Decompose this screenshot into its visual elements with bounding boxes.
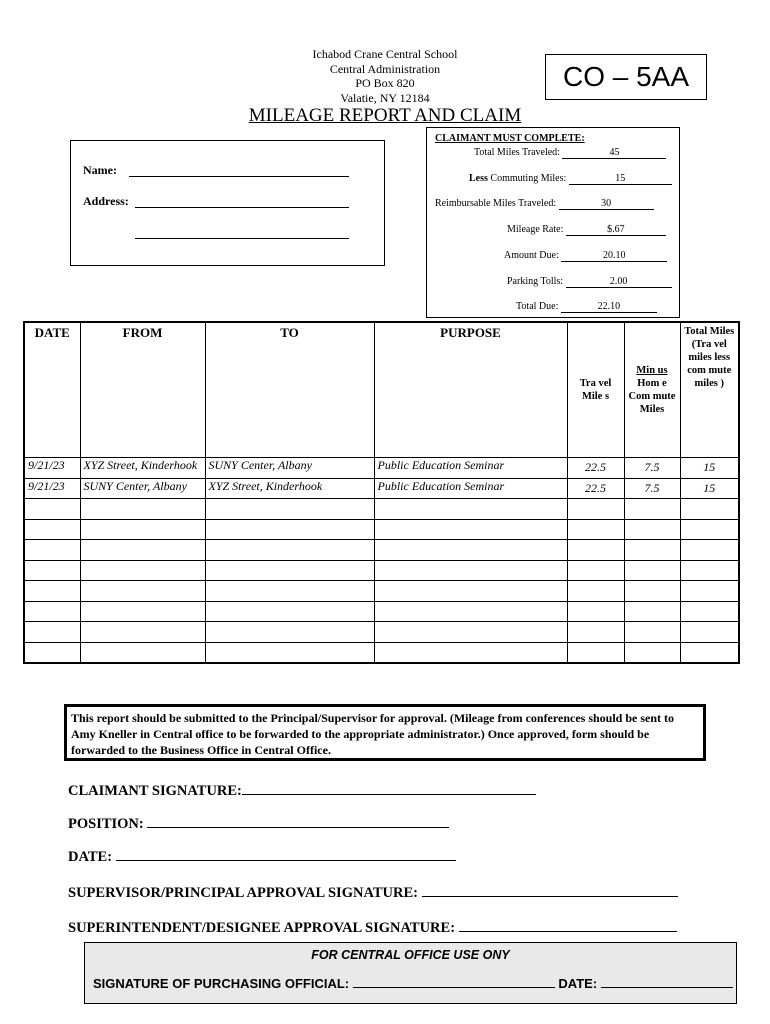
- supervisor-approval-field[interactable]: [422, 882, 678, 897]
- col-header-commute-miles: [624, 322, 680, 458]
- office-use-title: FOR CENTRAL OFFICE USE ONY: [311, 948, 510, 962]
- cell-purpose-empty[interactable]: [374, 519, 567, 540]
- cell-from-empty[interactable]: [80, 622, 205, 643]
- col-header-travel-miles: Tra vel Mile s: [567, 322, 624, 458]
- amount-due-label: Amount Due:: [504, 250, 559, 261]
- cell-to-empty[interactable]: [205, 642, 374, 663]
- cell-commute-empty[interactable]: [624, 540, 680, 561]
- less-label: Less: [469, 173, 488, 184]
- date-label: DATE:: [68, 849, 113, 865]
- cell-purpose[interactable]: Public Education Seminar: [374, 458, 567, 479]
- name-label: Name:: [83, 163, 117, 177]
- table-row: [24, 478, 739, 499]
- cell-travel[interactable]: 22.5: [567, 458, 624, 479]
- purchasing-signature-label: SIGNATURE OF PURCHASING OFFICIAL:: [93, 976, 350, 991]
- col-header-total-miles: Total Miles (Tra vel miles less com mute miles ): [680, 322, 739, 458]
- cell-purpose-empty[interactable]: [374, 499, 567, 520]
- cell-commute-empty[interactable]: [624, 601, 680, 622]
- parking-tolls-value[interactable]: 2.00: [566, 276, 672, 288]
- commuting-miles-value[interactable]: 15: [569, 173, 672, 185]
- total-miles-label: Total Miles Traveled:: [474, 147, 560, 158]
- position-field[interactable]: [147, 813, 449, 828]
- amount-due-row: [504, 250, 667, 262]
- address-field-line-1[interactable]: [135, 207, 349, 208]
- table-row-empty: [24, 540, 739, 561]
- cell-travel-empty[interactable]: [567, 601, 624, 622]
- col-header-from: FROM: [80, 322, 205, 458]
- cell-total-empty[interactable]: [680, 519, 739, 540]
- cell-to[interactable]: SUNY Center, Albany: [205, 458, 374, 479]
- cell-purpose-empty[interactable]: [374, 540, 567, 561]
- central-office-use-box: [84, 942, 737, 1004]
- supervisor-approval-label: SUPERVISOR/PRINCIPAL APPROVAL SIGNATURE:: [68, 885, 418, 901]
- cell-date-empty[interactable]: [24, 642, 80, 663]
- approval-notice: This report should be submitted to the Principal/Supervisor for approval. (Mileage from conferences should be sent to Amy Kneller in Central office to be forwarded to the appropriate administrator.) Once approved, form should be forwarded to the Business Office in Central Office.: [64, 704, 706, 761]
- cell-travel-empty[interactable]: [567, 560, 624, 581]
- cell-date[interactable]: 9/21/23: [24, 458, 80, 479]
- table-row-empty: [24, 499, 739, 520]
- col-header-to: TO: [205, 322, 374, 458]
- cell-date-empty[interactable]: [24, 581, 80, 602]
- cell-purpose-empty[interactable]: [374, 560, 567, 581]
- mileage-log-table: [23, 321, 740, 664]
- cell-commute-empty[interactable]: [624, 622, 680, 643]
- reimbursable-miles-value[interactable]: 30: [559, 198, 654, 210]
- total-miles-value[interactable]: 45: [562, 147, 666, 159]
- cell-date-empty[interactable]: [24, 560, 80, 581]
- cell-total-empty[interactable]: [680, 540, 739, 561]
- total-due-label: Total Due:: [516, 301, 559, 312]
- commuting-miles-label: Commuting Miles:: [490, 173, 567, 184]
- cell-to-empty[interactable]: [205, 499, 374, 520]
- school-address-block: [285, 47, 485, 105]
- date-field[interactable]: [116, 846, 456, 861]
- cell-to-empty[interactable]: [205, 519, 374, 540]
- cell-from[interactable]: XYZ Street, Kinderhook: [80, 458, 205, 479]
- minus-label: Min us: [636, 365, 668, 376]
- table-row-empty: [24, 622, 739, 643]
- cell-commute-empty[interactable]: [624, 499, 680, 520]
- col-header-purpose: PURPOSE: [374, 322, 567, 458]
- cell-from-empty[interactable]: [80, 540, 205, 561]
- position-row: [68, 813, 449, 833]
- claimant-signature-field[interactable]: [242, 780, 536, 795]
- cell-travel[interactable]: 22.5: [567, 478, 624, 499]
- cell-total-empty[interactable]: [680, 560, 739, 581]
- cell-total-empty[interactable]: [680, 622, 739, 643]
- cell-total-empty[interactable]: [680, 601, 739, 622]
- amount-due-value[interactable]: 20.10: [561, 250, 667, 262]
- superintendent-approval-field[interactable]: [459, 917, 677, 932]
- cell-travel-empty[interactable]: [567, 519, 624, 540]
- parking-tolls-row: [507, 276, 672, 288]
- claim-summary-box: [426, 127, 680, 318]
- page-title: MILEAGE REPORT AND CLAIM: [248, 105, 522, 126]
- cell-travel-empty[interactable]: [567, 622, 624, 643]
- cell-date-empty[interactable]: [24, 540, 80, 561]
- office-date-field[interactable]: [601, 974, 733, 988]
- form-code-box: CO – 5AA: [545, 54, 707, 100]
- claimant-info-box: [70, 140, 385, 266]
- cell-travel-empty[interactable]: [567, 642, 624, 663]
- table-row-empty: [24, 519, 739, 540]
- cell-purpose-empty[interactable]: [374, 622, 567, 643]
- address-label: Address:: [83, 194, 129, 208]
- mileage-rate-label: Mileage Rate:: [507, 224, 564, 235]
- cell-total-empty[interactable]: [680, 581, 739, 602]
- cell-total[interactable]: 15: [680, 478, 739, 499]
- total-due-value[interactable]: 22.10: [561, 301, 657, 313]
- claim-box-title: CLAIMANT MUST COMPLETE:: [435, 133, 585, 144]
- name-field[interactable]: [129, 176, 349, 177]
- cell-purpose-empty[interactable]: [374, 581, 567, 602]
- cell-commute-empty[interactable]: [624, 560, 680, 581]
- table-row-empty: [24, 642, 739, 663]
- reimbursable-miles-row: [435, 198, 654, 210]
- office-name: Central Administration: [329, 61, 441, 76]
- cell-to-empty[interactable]: [205, 581, 374, 602]
- table-row: [24, 458, 739, 479]
- cell-commute-empty[interactable]: [624, 519, 680, 540]
- po-box: PO Box 820: [355, 76, 415, 90]
- cell-purpose-empty[interactable]: [374, 601, 567, 622]
- cell-date-empty[interactable]: [24, 622, 80, 643]
- cell-travel-empty[interactable]: [567, 581, 624, 602]
- cell-from-empty[interactable]: [80, 601, 205, 622]
- cell-to-empty[interactable]: [205, 601, 374, 622]
- supervisor-approval-row: [68, 882, 678, 902]
- col-header-date: DATE: [24, 322, 80, 458]
- total-due-row: [516, 301, 657, 313]
- mileage-rate-row: [507, 224, 666, 236]
- table-header-row: [24, 322, 739, 458]
- cell-from-empty[interactable]: [80, 642, 205, 663]
- superintendent-approval-label: SUPERINTENDENT/DESIGNEE APPROVAL SIGNATURE:: [68, 920, 456, 936]
- cell-commute[interactable]: 7.5: [624, 478, 680, 499]
- claimant-signature-label: CLAIMANT SIGNATURE:: [68, 783, 242, 799]
- cell-commute-empty[interactable]: [624, 581, 680, 602]
- cell-travel-empty[interactable]: [567, 499, 624, 520]
- parking-tolls-label: Parking Tolls:: [507, 276, 564, 287]
- cell-from-empty[interactable]: [80, 519, 205, 540]
- cell-purpose[interactable]: Public Education Seminar: [374, 478, 567, 499]
- position-label: POSITION:: [68, 816, 144, 832]
- commuting-miles-row: [469, 173, 672, 185]
- cell-to-empty[interactable]: [205, 560, 374, 581]
- cell-travel-empty[interactable]: [567, 540, 624, 561]
- school-name: Ichabod Crane Central School: [312, 47, 458, 61]
- mileage-rate-value[interactable]: $.67: [566, 224, 666, 236]
- cell-from-empty[interactable]: [80, 560, 205, 581]
- cell-total-empty[interactable]: [680, 642, 739, 663]
- cell-date-empty[interactable]: [24, 601, 80, 622]
- claimant-signature-row: [68, 780, 536, 800]
- cell-to-empty[interactable]: [205, 622, 374, 643]
- cell-commute-empty[interactable]: [624, 642, 680, 663]
- superintendent-approval-row: [68, 917, 677, 937]
- table-row-empty: [24, 581, 739, 602]
- cell-total-empty[interactable]: [680, 499, 739, 520]
- cell-from[interactable]: SUNY Center, Albany: [80, 478, 205, 499]
- address-field-line-2[interactable]: [135, 238, 349, 239]
- reimbursable-miles-label: Reimbursable Miles Traveled:: [435, 198, 557, 209]
- cell-from-empty[interactable]: [80, 581, 205, 602]
- office-date-label: DATE:: [558, 976, 598, 991]
- cell-from-empty[interactable]: [80, 499, 205, 520]
- city-state-zip: Valatie, NY 12184: [340, 90, 430, 105]
- table-row-empty: [24, 560, 739, 581]
- cell-date-empty[interactable]: [24, 519, 80, 540]
- date-row: [68, 846, 456, 866]
- cell-to[interactable]: XYZ Street, Kinderhook: [205, 478, 374, 499]
- cell-date-empty[interactable]: [24, 499, 80, 520]
- table-row-empty: [24, 601, 739, 622]
- cell-purpose-empty[interactable]: [374, 642, 567, 663]
- home-commute-label: Hom e Com mute Miles: [628, 378, 676, 415]
- cell-date[interactable]: 9/21/23: [24, 478, 80, 499]
- table-body: [24, 458, 739, 664]
- purchasing-signature-field[interactable]: [353, 974, 555, 988]
- cell-total[interactable]: 15: [680, 458, 739, 479]
- total-miles-row: [474, 147, 666, 159]
- cell-commute[interactable]: 7.5: [624, 458, 680, 479]
- purchasing-signature-row: [93, 974, 733, 991]
- cell-to-empty[interactable]: [205, 540, 374, 561]
